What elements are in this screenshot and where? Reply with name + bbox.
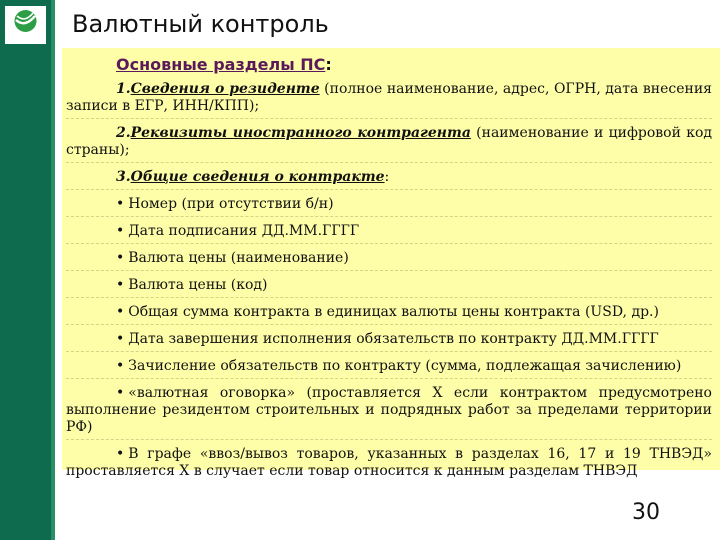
separator bbox=[66, 297, 712, 299]
section-title: Общие сведения о контракте bbox=[130, 169, 385, 185]
bullet-item bbox=[66, 277, 712, 294]
bullet-text: Зачисление обязательств по контракту (сумма, подлежащая зачислению) bbox=[128, 358, 682, 374]
bullet-marker: • bbox=[116, 446, 125, 462]
bullet-text: «валютная оговорка» (проставляется Х если контрактом предусмотрено выполнение резидентом строительных и подрядных работ за пределами территории РФ) bbox=[66, 385, 712, 435]
section-title: Сведения о резиденте bbox=[130, 81, 320, 97]
section-number: 3. bbox=[116, 169, 131, 185]
section-heading bbox=[116, 56, 712, 73]
section-item bbox=[66, 81, 712, 115]
bullet-item bbox=[66, 331, 712, 348]
bullet-text: Общая сумма контракта в единицах валюты цены контракта (USD, др.) bbox=[128, 304, 659, 320]
separator bbox=[66, 270, 712, 272]
left-sidebar bbox=[0, 0, 51, 540]
bullet-marker: • bbox=[116, 196, 125, 212]
section-title: Реквизиты иностранного контрагента bbox=[130, 125, 471, 141]
bullet-marker: • bbox=[116, 277, 125, 293]
page-number: 30 bbox=[632, 500, 660, 525]
heading-text: Основные разделы ПС bbox=[116, 55, 326, 74]
bullet-marker: • bbox=[116, 358, 125, 374]
separator bbox=[66, 439, 712, 441]
separator bbox=[66, 162, 712, 164]
bullet-marker: • bbox=[116, 223, 125, 239]
section-text: (полное наименование, адрес, ОГРН, дата внесения записи в ЕГР, ИНН/КПП); bbox=[66, 81, 712, 114]
separator bbox=[66, 118, 712, 120]
heading-colon: : bbox=[325, 55, 332, 74]
bullet-item bbox=[66, 196, 712, 213]
page-title: Валютный контроль bbox=[72, 10, 329, 38]
bullet-text: Дата завершения исполнения обязательств по контракту ДД.ММ.ГГГГ bbox=[128, 331, 659, 347]
bullet-text: Валюта цены (код) bbox=[128, 277, 268, 293]
bullet-marker: • bbox=[116, 385, 125, 401]
bullet-item bbox=[66, 304, 712, 321]
separator bbox=[66, 351, 712, 353]
bullet-text: В графе «ввоз/вывоз товаров, указанных в разделах 16, 17 и 19 ТНВЭД» проставляется Х в случает если товар относится к данным разделам ТНВЭД bbox=[66, 446, 712, 479]
separator bbox=[66, 378, 712, 380]
section-number: 2. bbox=[116, 125, 131, 141]
separator bbox=[66, 189, 712, 191]
section-item bbox=[66, 169, 712, 186]
sidebar-stripe bbox=[51, 0, 55, 540]
bullet-text: Номер (при отсутствии б/н) bbox=[128, 196, 334, 212]
content-body bbox=[66, 56, 712, 487]
section-text: : bbox=[384, 169, 390, 185]
separator bbox=[66, 324, 712, 326]
bullet-text: Дата подписания ДД.ММ.ГГГГ bbox=[128, 223, 360, 239]
section-number: 1. bbox=[116, 81, 131, 97]
bullet-item bbox=[66, 385, 712, 436]
bullet-item bbox=[66, 250, 712, 267]
bullet-item bbox=[66, 446, 712, 480]
bullet-marker: • bbox=[116, 331, 125, 347]
section-item bbox=[66, 125, 712, 159]
separator bbox=[66, 243, 712, 245]
bullet-marker: • bbox=[116, 250, 125, 266]
separator bbox=[66, 216, 712, 218]
bullet-item bbox=[66, 223, 712, 240]
sberbank-logo-icon bbox=[5, 6, 46, 44]
bullet-item bbox=[66, 358, 712, 375]
section-text: (наименование и цифровой код страны); bbox=[66, 125, 712, 158]
bullet-text: Валюта цены (наименование) bbox=[128, 250, 349, 266]
bullet-marker: • bbox=[116, 304, 125, 320]
